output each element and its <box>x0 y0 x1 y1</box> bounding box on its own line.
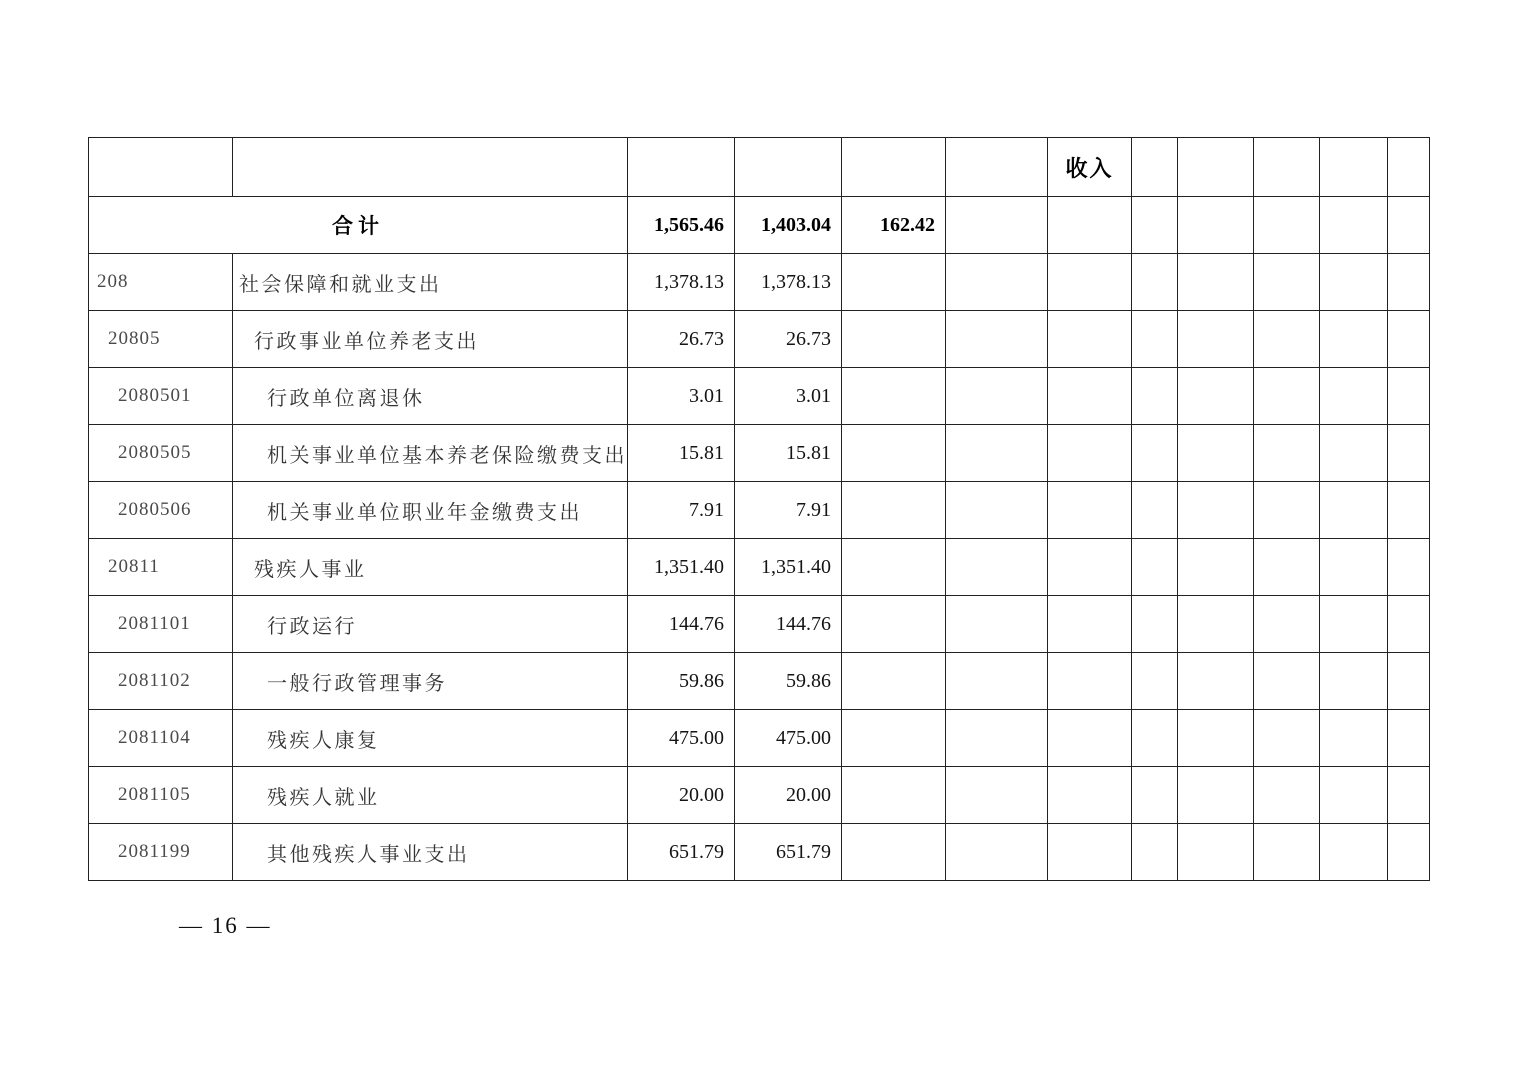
amount2-cell: 59.86 <box>735 653 842 710</box>
header-empty-cell <box>89 138 233 197</box>
name-cell: 机关事业单位基本养老保险缴费支出 <box>233 425 628 482</box>
table-row <box>89 653 1430 710</box>
table-row <box>89 311 1430 368</box>
amount3-cell <box>842 653 946 710</box>
header-empty-cell <box>1132 138 1178 197</box>
empty-cell <box>946 197 1048 254</box>
empty-cell <box>1132 482 1178 539</box>
header-empty-cell <box>1388 138 1430 197</box>
header-empty-cell <box>1178 138 1254 197</box>
empty-cell <box>946 368 1048 425</box>
amount1-cell: 3.01 <box>628 368 735 425</box>
name-cell: 一般行政管理事务 <box>233 653 628 710</box>
empty-cell <box>1388 368 1430 425</box>
empty-cell <box>1254 539 1320 596</box>
amount1-cell: 15.81 <box>628 425 735 482</box>
empty-cell <box>1132 710 1178 767</box>
amount2-cell: 20.00 <box>735 767 842 824</box>
empty-cell <box>1388 311 1430 368</box>
empty-cell <box>1132 767 1178 824</box>
empty-cell <box>1254 254 1320 311</box>
amount3-cell <box>842 368 946 425</box>
empty-cell <box>946 482 1048 539</box>
empty-cell <box>1048 767 1132 824</box>
amount3-cell <box>842 539 946 596</box>
amount1-cell: 475.00 <box>628 710 735 767</box>
amount2-cell: 1,351.40 <box>735 539 842 596</box>
empty-cell <box>1254 767 1320 824</box>
code-cell: 208 <box>89 254 233 311</box>
amount1-cell: 651.79 <box>628 824 735 881</box>
empty-cell <box>1178 539 1254 596</box>
table-row <box>89 767 1430 824</box>
budget-table <box>88 137 1430 881</box>
empty-cell <box>1178 311 1254 368</box>
empty-cell <box>1320 653 1388 710</box>
amount2-cell: 15.81 <box>735 425 842 482</box>
empty-cell <box>1132 824 1178 881</box>
empty-cell <box>1048 596 1132 653</box>
empty-cell <box>1320 539 1388 596</box>
empty-cell <box>1254 653 1320 710</box>
empty-cell <box>946 425 1048 482</box>
total-amount1-cell: 1,565.46 <box>628 197 735 254</box>
empty-cell <box>1132 596 1178 653</box>
header-empty-cell <box>628 138 735 197</box>
table-row <box>89 482 1430 539</box>
empty-cell <box>1320 368 1388 425</box>
header-empty-cell <box>946 138 1048 197</box>
table-row <box>89 425 1430 482</box>
table-row <box>89 596 1430 653</box>
empty-cell <box>1388 425 1430 482</box>
empty-cell <box>1254 197 1320 254</box>
empty-cell <box>1048 824 1132 881</box>
empty-cell <box>1178 596 1254 653</box>
empty-cell <box>1132 368 1178 425</box>
empty-cell <box>1132 653 1178 710</box>
table-row <box>89 824 1430 881</box>
empty-cell <box>1388 482 1430 539</box>
empty-cell <box>1048 425 1132 482</box>
amount3-cell <box>842 596 946 653</box>
amount3-cell <box>842 482 946 539</box>
name-cell: 其他残疾人事业支出 <box>233 824 628 881</box>
page-number: — 16 — <box>179 913 272 938</box>
name-cell: 社会保障和就业支出 <box>233 254 628 311</box>
amount1-cell: 1,351.40 <box>628 539 735 596</box>
code-cell: 2081102 <box>89 653 233 710</box>
header-empty-cell <box>1320 138 1388 197</box>
empty-cell <box>1132 311 1178 368</box>
empty-cell <box>1320 767 1388 824</box>
code-cell: 2081199 <box>89 824 233 881</box>
empty-cell <box>1388 653 1430 710</box>
name-cell: 残疾人康复 <box>233 710 628 767</box>
empty-cell <box>1178 254 1254 311</box>
empty-cell <box>946 539 1048 596</box>
amount2-cell: 7.91 <box>735 482 842 539</box>
table-row <box>89 710 1430 767</box>
code-cell: 2080506 <box>89 482 233 539</box>
total-amount2-cell: 1,403.04 <box>735 197 842 254</box>
empty-cell <box>1320 596 1388 653</box>
table-body <box>89 138 1430 881</box>
amount2-cell: 26.73 <box>735 311 842 368</box>
amount1-cell: 20.00 <box>628 767 735 824</box>
empty-cell <box>946 824 1048 881</box>
empty-cell <box>1254 425 1320 482</box>
empty-cell <box>946 254 1048 311</box>
amount2-cell: 651.79 <box>735 824 842 881</box>
name-cell: 行政运行 <box>233 596 628 653</box>
empty-cell <box>1388 710 1430 767</box>
total-row <box>89 197 1430 254</box>
empty-cell <box>1048 539 1132 596</box>
amount3-cell <box>842 824 946 881</box>
empty-cell <box>1132 425 1178 482</box>
empty-cell <box>1320 425 1388 482</box>
empty-cell <box>1320 254 1388 311</box>
code-cell: 2081105 <box>89 767 233 824</box>
header-income-cell: 收入 <box>1048 138 1132 197</box>
name-cell: 行政事业单位养老支出 <box>233 311 628 368</box>
table-header-row <box>89 138 1430 197</box>
empty-cell <box>1254 482 1320 539</box>
empty-cell <box>1178 482 1254 539</box>
empty-cell <box>1388 539 1430 596</box>
amount2-cell: 1,378.13 <box>735 254 842 311</box>
empty-cell <box>1132 539 1178 596</box>
empty-cell <box>946 596 1048 653</box>
empty-cell <box>1254 710 1320 767</box>
empty-cell <box>1178 425 1254 482</box>
empty-cell <box>1048 254 1132 311</box>
empty-cell <box>1388 596 1430 653</box>
empty-cell <box>1048 710 1132 767</box>
empty-cell <box>1178 368 1254 425</box>
total-label-cell: 合计 <box>89 197 628 254</box>
amount1-cell: 7.91 <box>628 482 735 539</box>
code-cell: 20805 <box>89 311 233 368</box>
empty-cell <box>1132 254 1178 311</box>
empty-cell <box>1320 482 1388 539</box>
amount2-cell: 475.00 <box>735 710 842 767</box>
empty-cell <box>1254 368 1320 425</box>
empty-cell <box>1320 311 1388 368</box>
empty-cell <box>1254 311 1320 368</box>
empty-cell <box>1048 311 1132 368</box>
total-amount3-cell: 162.42 <box>842 197 946 254</box>
empty-cell <box>1178 767 1254 824</box>
empty-cell <box>1254 596 1320 653</box>
table-row <box>89 539 1430 596</box>
name-cell: 行政单位离退休 <box>233 368 628 425</box>
name-cell: 机关事业单位职业年金缴费支出 <box>233 482 628 539</box>
header-empty-cell <box>1254 138 1320 197</box>
empty-cell <box>1388 254 1430 311</box>
table-row <box>89 368 1430 425</box>
empty-cell <box>1254 824 1320 881</box>
empty-cell <box>1048 482 1132 539</box>
amount3-cell <box>842 425 946 482</box>
code-cell: 2081101 <box>89 596 233 653</box>
amount2-cell: 3.01 <box>735 368 842 425</box>
empty-cell <box>1048 197 1132 254</box>
empty-cell <box>946 653 1048 710</box>
code-cell: 2080505 <box>89 425 233 482</box>
amount3-cell <box>842 767 946 824</box>
amount1-cell: 1,378.13 <box>628 254 735 311</box>
amount1-cell: 59.86 <box>628 653 735 710</box>
name-cell: 残疾人就业 <box>233 767 628 824</box>
header-empty-cell <box>233 138 628 197</box>
empty-cell <box>1320 824 1388 881</box>
code-cell: 2081104 <box>89 710 233 767</box>
empty-cell <box>946 311 1048 368</box>
empty-cell <box>1388 824 1430 881</box>
empty-cell <box>1048 368 1132 425</box>
empty-cell <box>946 710 1048 767</box>
code-cell: 20811 <box>89 539 233 596</box>
empty-cell <box>1178 197 1254 254</box>
table-row <box>89 254 1430 311</box>
amount1-cell: 144.76 <box>628 596 735 653</box>
amount3-cell <box>842 311 946 368</box>
amount3-cell <box>842 254 946 311</box>
empty-cell <box>1178 653 1254 710</box>
amount3-cell <box>842 710 946 767</box>
code-cell: 2080501 <box>89 368 233 425</box>
empty-cell <box>1388 197 1430 254</box>
empty-cell <box>946 767 1048 824</box>
amount2-cell: 144.76 <box>735 596 842 653</box>
empty-cell <box>1048 653 1132 710</box>
empty-cell <box>1320 197 1388 254</box>
empty-cell <box>1132 197 1178 254</box>
empty-cell <box>1178 710 1254 767</box>
amount1-cell: 26.73 <box>628 311 735 368</box>
empty-cell <box>1178 824 1254 881</box>
empty-cell <box>1388 767 1430 824</box>
header-empty-cell <box>735 138 842 197</box>
name-cell: 残疾人事业 <box>233 539 628 596</box>
empty-cell <box>1320 710 1388 767</box>
header-empty-cell <box>842 138 946 197</box>
